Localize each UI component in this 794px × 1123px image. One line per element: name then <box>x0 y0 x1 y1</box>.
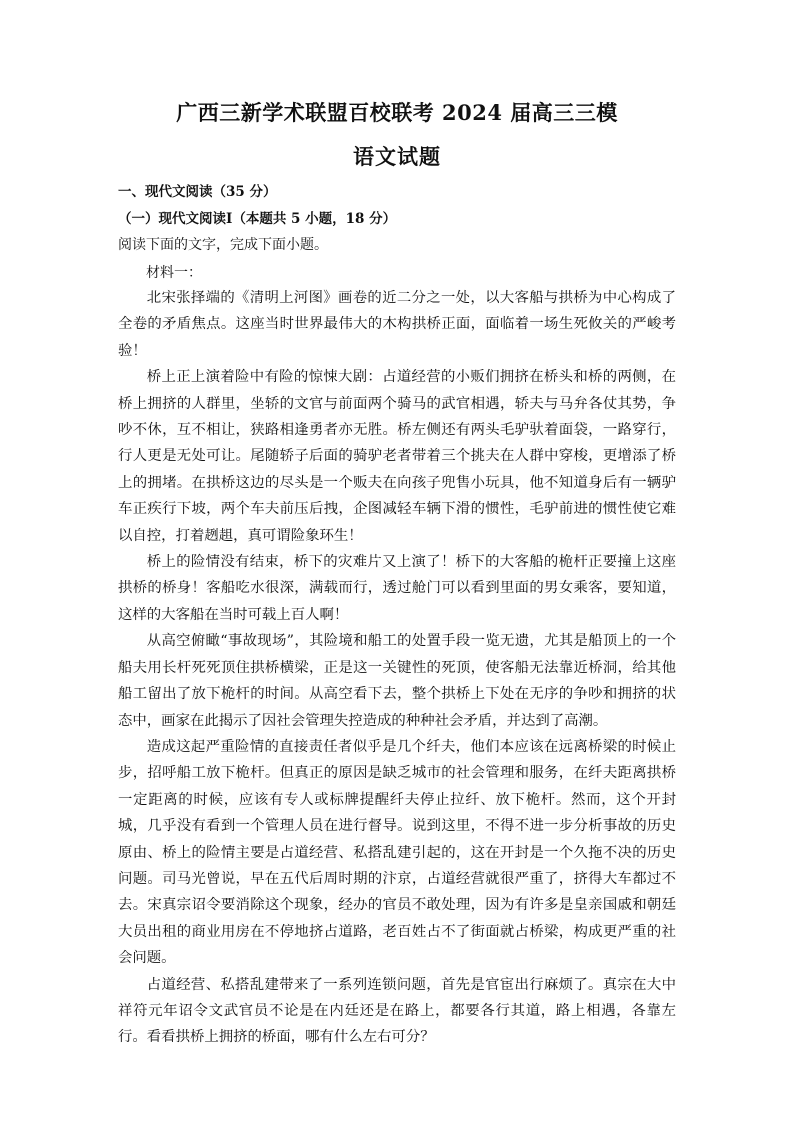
paragraph: 占道经营、私搭乱建带来了一系列连锁问题，首先是官宦出行麻烦了。真宗在大中祥符元年诏令文武官员不论是在内廷还是在路上，都要各行其道，路上相遇，各靠左行。看看拱桥上拥挤的桥面，哪有什么左右可分？ <box>118 976 676 1046</box>
section-heading: 一、现代文阅读（35 分） <box>118 184 277 200</box>
subsection-heading: （一）现代文阅读Ⅰ（本题共 5 小题，18 分） <box>118 211 397 227</box>
paragraph: 从高空俯瞰“事故现场”，其险境和船工的处置手段一览无遗，尤其是船顶上的一个船夫用长杆死死顶住拱桥横梁，正是这一关键性的死顶，使客船无法靠近桥洞，给其他船工留出了放下桅杆的时间。从高空看下去，整个拱桥上下处在无序的争吵和拥挤的状态中，画家在此揭示了因社会管理失控造成的种种社会矛盾，并达到了高潮。 <box>118 633 676 729</box>
paragraph: 桥上正上演着险中有险的惊悚大剧：占道经营的小贩们拥挤在桥头和桥的两侧，在桥上拥挤的人群里，坐轿的文官与前面两个骑马的武官相遇，轿夫与马弁各仗其势，争吵不休，互不相让，狭路相逢勇者亦无胜。桥左侧还有两头毛驴驮着面袋，一路穿行，行人更是无处可让。尾随轿子后面的骑驴老者带着三个挑夫在人群中穿梭，更增添了桥上的拥堵。在拱桥这边的尽头是一个贩夫在向孩子兜售小玩具，他不知道身后有一辆驴车正疾行下坡，两个车夫前压后拽，企图减轻车辆下滑的惯性，毛驴前进的惯性使它难以自控，打着趔趄，真可谓险象环生！ <box>118 369 676 544</box>
material-label: 材料一： <box>146 265 202 281</box>
paragraph: 桥上的险情没有结束，桥下的灾难片又上演了！桥下的大客船的桅杆正要撞上这座拱桥的桥身！客船吃水很深，满载而行，透过舱门可以看到里面的男女乘客，要知道，这样的大客船在当时可载上百人啊！ <box>118 554 676 623</box>
exam-subject: 语文试题 <box>353 144 441 169</box>
paragraph: 造成这起严重险情的直接责任者似乎是几个纤夫，他们本应该在远离桥梁的时候止步，招呼船工放下桅杆。但真正的原因是缺乏城市的社会管理和服务，在纤夫距离拱桥一定距离的时候，应该有专人或标牌提醒纤夫停止拉纤、放下桅杆。然而，这个开封城，几乎没有看到一个管理人员在进行督导。说到这里，不得不进一步分析事故的历史原由、桥上的险情主要是占道经营、私搭乱建引起的，这在开封是一个久拖不决的历史问题。司马光曾说，早在五代后周时期的汴京，占道经营就很严重了，挤得大车都过不去。宋真宗诏令要消除这个现象，经办的官员不敢处理，因为有许多是皇亲国戚和朝廷大员出租的商业用房在不停地挤占道路，老百姓占不了街面就占桥梁，构成更严重的社会问题。 <box>118 738 676 967</box>
paragraph: 北宋张择端的《清明上河图》画卷的近二分之一处，以大客船与拱桥为中心构成了全卷的矛盾焦点。这座当时世界最伟大的木构拱桥正面，面临着一场生死攸关的严峻考验！ <box>118 290 676 359</box>
instruction-text: 阅读下面的文字，完成下面小题。 <box>118 237 328 253</box>
exam-title: 广西三新学术联盟百校联考 2024 届高三三模 <box>176 100 618 125</box>
article-body <box>118 285 676 1051</box>
